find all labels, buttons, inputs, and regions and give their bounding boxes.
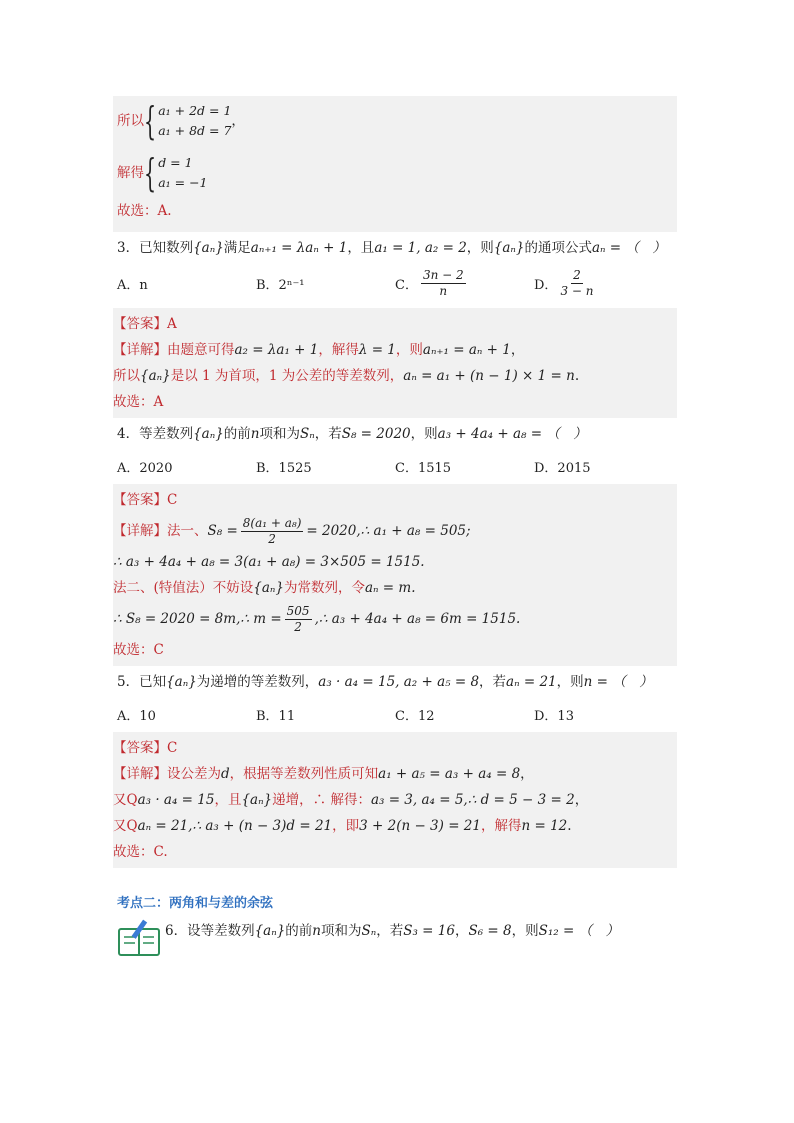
detail-4-line-3: 法二、(特值法）不妨设{aₙ}为常数列，令aₙ = m. bbox=[113, 580, 416, 596]
choose-5: 故选：C. bbox=[113, 844, 168, 860]
equation-system-1: { a₁ + 2d = 1 a₁ + 8d = 7 bbox=[144, 99, 232, 143]
answer-5: 【答案】C bbox=[113, 740, 178, 756]
option-c[interactable]: C． $\frac{3n - 2}{n}$ bbox=[395, 267, 464, 298]
options-5 bbox=[117, 696, 677, 732]
text-so: 所以 bbox=[117, 113, 144, 129]
equation-2: a₁ + 8d = 7 bbox=[158, 123, 232, 138]
option-d[interactable]: D． $\frac{2}{3 - n}$ bbox=[534, 267, 594, 298]
detail-4-line-2: ∴ a₃ + 4a₄ + a₈ = 3(a₁ + a₈) = 3×505 = 1515. bbox=[113, 554, 425, 570]
text-solve: 解得 bbox=[117, 165, 144, 181]
detail-3-line-1: 【详解】由题意可得a₂ = λa₁ + 1，解得λ = 1，则aₙ₊₁ = aₙ + 1， bbox=[113, 342, 525, 358]
equation-3: d = 1 bbox=[158, 155, 193, 170]
section-heading: 考点二：两角和与差的余弦 bbox=[117, 896, 274, 911]
options-3 bbox=[117, 262, 677, 304]
equation-1: a₁ + 2d = 1 bbox=[158, 103, 232, 118]
answer-3: 【答案】A bbox=[113, 316, 177, 332]
options-4 bbox=[117, 448, 677, 484]
detail-4-line-1: 【详解】法一、S₈ = $\frac{\text{8(a₁ + a₈)}}{2}$ = 2020,∴ a₁ + a₈ = 505; bbox=[113, 516, 471, 546]
answer-4: 【答案】C bbox=[113, 492, 178, 508]
option-b[interactable]: B．1525 bbox=[256, 460, 312, 476]
choose-line: 故选：A. bbox=[117, 203, 172, 219]
detail-5-line-3: 又Qaₙ = 21,∴ a₃ + (n − 3)d = 21，即3 + 2(n − 3) = 21，解得n = 12. bbox=[113, 818, 572, 834]
choose-3: 故选：A bbox=[113, 394, 164, 410]
option-a[interactable]: A．10 bbox=[117, 708, 156, 724]
detail-4-line-4: ∴ S₈ = 2020 = 8m,∴ m = $\frac{505}{2}$ ,∴ a₃ + 4a₄ + a₈ = 6m = 1515. bbox=[113, 604, 521, 634]
detail-3-line-2: 所以{aₙ}是以 1 为首项，1 为公差的等差数列，aₙ = a₁ + (n − 1) × 1 = n. bbox=[113, 368, 580, 384]
solution-block-5 bbox=[113, 732, 677, 868]
detail-5-line-2: 又Qa₃ · a₄ = 15，且{aₙ}递增，∴ 解得：a₃ = 3, a₄ = 5,∴ d = 5 − 3 = 2， bbox=[113, 792, 589, 808]
question-4: 4．等差数列{aₙ}的前n项和为Sₙ，若S₈ = 2020，则a₃ + 4a₄ + a₈ = （ ） bbox=[117, 426, 587, 442]
document-page bbox=[113, 96, 677, 962]
question-5: 5．已知{aₙ}为递增的等差数列，a₃ · a₄ = 15, a₂ + a₅ = 8，若aₙ = 21，则n = （ ） bbox=[117, 674, 653, 690]
detail-5-line-1: 【详解】设公差为d，根据等差数列性质可知a₁ + a₅ = a₃ + a₄ = 8， bbox=[113, 766, 534, 782]
equation-4: a₁ = −1 bbox=[158, 175, 208, 190]
option-b[interactable]: B．11 bbox=[256, 708, 296, 724]
solution-block-3 bbox=[113, 308, 677, 418]
option-d[interactable]: D．2015 bbox=[534, 460, 591, 476]
equation-system-2: { d = 1 a₁ = −1 bbox=[144, 151, 208, 195]
question-3: 3．已知数列{aₙ}满足aₙ₊₁ = λaₙ + 1，且a₁ = 1, a₂ = 2，则{aₙ}的通项公式aₙ = （ ） bbox=[117, 240, 666, 256]
question-6: 6．设等差数列{aₙ}的前n项和为Sₙ，若S₃ = 16，S₆ = 8，则S₁₂ = （ ） bbox=[117, 918, 677, 962]
option-b[interactable]: B．2ⁿ⁻¹ bbox=[256, 277, 305, 293]
option-c[interactable]: C．1515 bbox=[395, 460, 452, 476]
solution-block-2: 所以 { a₁ + 2d = 1 a₁ + 8d = 7 ， 解得 { d = 1 a₁ = −1 故选：A. bbox=[113, 96, 677, 232]
solution-block-4 bbox=[113, 484, 677, 666]
option-a[interactable]: A．n bbox=[117, 277, 148, 293]
option-a[interactable]: A．2020 bbox=[117, 460, 173, 476]
choose-4: 故选：C bbox=[113, 642, 164, 658]
option-c[interactable]: C．12 bbox=[395, 708, 435, 724]
notebook-pencil-icon bbox=[117, 919, 161, 957]
option-d[interactable]: D．13 bbox=[534, 708, 574, 724]
